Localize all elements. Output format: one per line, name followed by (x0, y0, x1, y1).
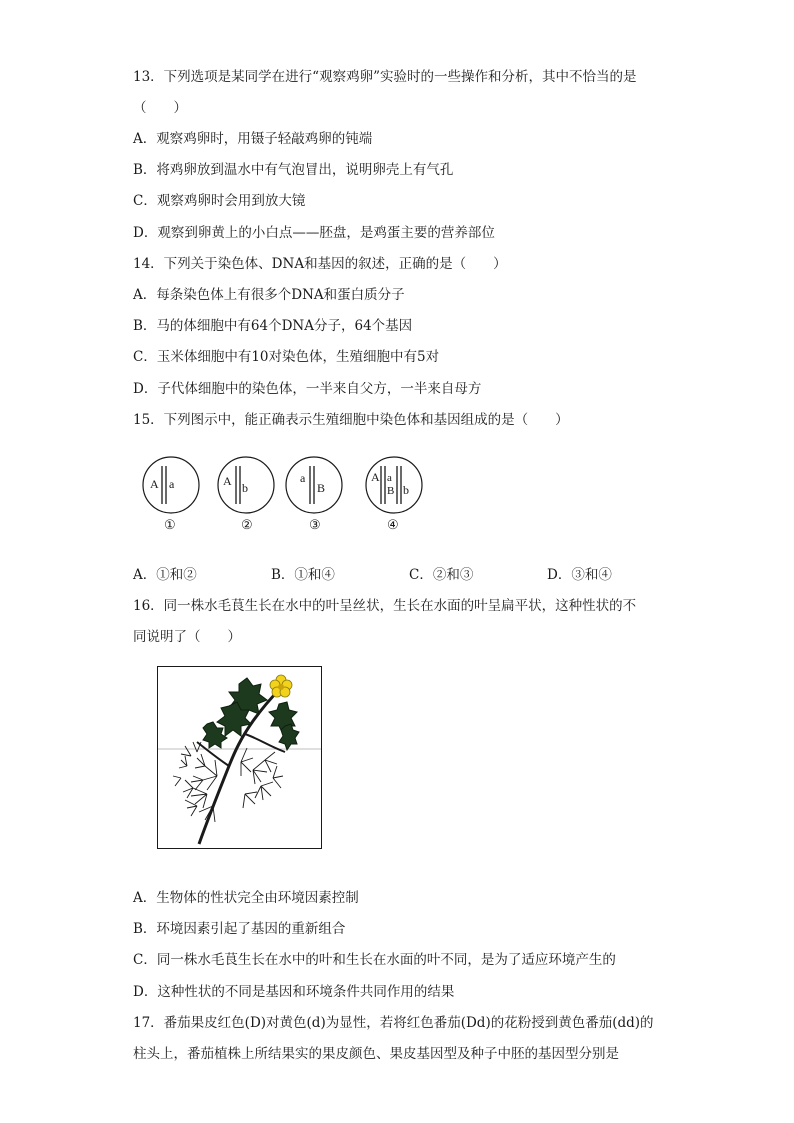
q14-option-d: D．子代体细胞中的染色体，一半来自父方，一半来自母方 (133, 381, 482, 397)
cell-4-gene-mid-bottom: B (387, 485, 395, 497)
q16-option-a: A．生物体的性状完全由环境因素控制 (133, 890, 359, 906)
cell-4-gene-mid-top: a (387, 472, 392, 484)
cell-1-label: ① (164, 517, 176, 532)
water-buttercup-illustration (157, 666, 322, 849)
q16-stem-line-2: 同说明了（ ） (133, 629, 241, 645)
cell-4-gene-right: b (403, 483, 409, 497)
cell-1 (143, 457, 199, 532)
q13-option-a: A．观察鸡卵时，用镊子轻敲鸡卵的钝端 (133, 131, 373, 147)
cell-4 (366, 457, 422, 532)
q14-option-a: A．每条染色体上有很多个DNA和蛋白质分子 (133, 287, 405, 303)
q14-stem: 14．下列关于染色体、DNA和基因的叙述，正确的是（ ） (133, 256, 507, 272)
cell-1-gene-left: A (150, 477, 159, 491)
cell-3-gene-right: B (317, 481, 326, 495)
q16-option-b: B．环境因素引起了基因的重新组合 (133, 921, 346, 937)
q15-options-row (133, 565, 653, 585)
cell-2 (218, 457, 274, 532)
cell-4-gene-left: A (371, 470, 380, 484)
cell-2-gene-left: A (223, 474, 232, 488)
q13-option-b: B．将鸡卵放到温水中有气泡冒出，说明卵壳上有气孔 (133, 162, 454, 178)
cell-3 (286, 457, 342, 532)
q15-option-d: D．③和④ (547, 567, 612, 583)
chromosome-cells-figure (140, 452, 440, 534)
cell-3-label: ③ (309, 517, 321, 532)
cell-1-gene-right: a (169, 477, 175, 491)
q14-option-b: B．马的体细胞中有64个DNA分子，64个基因 (133, 318, 413, 334)
q14-option-c: C．玉米体细胞中有10对染色体，生殖细胞中有5对 (133, 349, 440, 365)
q16-option-c: C．同一株水毛茛生长在水中的叶和生长在水面的叶不同，是为了适应环境产生的 (133, 952, 616, 968)
q15-option-b: B．①和④ (271, 567, 335, 583)
q15-stem: 15．下列图示中，能正确表示生殖细胞中染色体和基因组成的是（ ） (133, 412, 569, 428)
q13-stem: 13．下列选项是某同学在进行“观察鸡卵”实验时的一些操作和分析，其中不恰当的是 (133, 69, 637, 85)
cell-2-label: ② (241, 517, 253, 532)
q16-option-d: D．这种性状的不同是基因和环境条件共同作用的结果 (133, 984, 455, 1000)
cell-2-gene-right: b (242, 481, 248, 495)
cell-4-label: ④ (387, 517, 399, 532)
q13-answer-bracket: （ ） (133, 100, 187, 116)
q15-option-a: A．①和② (133, 567, 197, 583)
q13-option-c: C．观察鸡卵时会用到放大镜 (133, 193, 306, 209)
q13-option-d: D．观察到卵黄上的小白点——胚盘，是鸡蛋主要的营养部位 (133, 225, 495, 241)
q16-stem-line-1: 16．同一株水毛茛生长在水中的叶呈丝状，生长在水面的叶呈扁平状，这种性状的不 (133, 598, 637, 614)
cell-3-gene-left: a (300, 471, 306, 485)
q15-option-c: C．②和③ (409, 567, 474, 583)
q17-stem-line-2: 柱头上，番茄植株上所结果实的果皮颜色、果皮基因型及种子中胚的基因型分别是 (133, 1046, 619, 1062)
q17-stem-line-1: 17．番茄果皮红色(D)对黄色(d)为显性，若将红色番茄(Dd)的花粉授到黄色番茄(dd)的 (133, 1015, 654, 1031)
